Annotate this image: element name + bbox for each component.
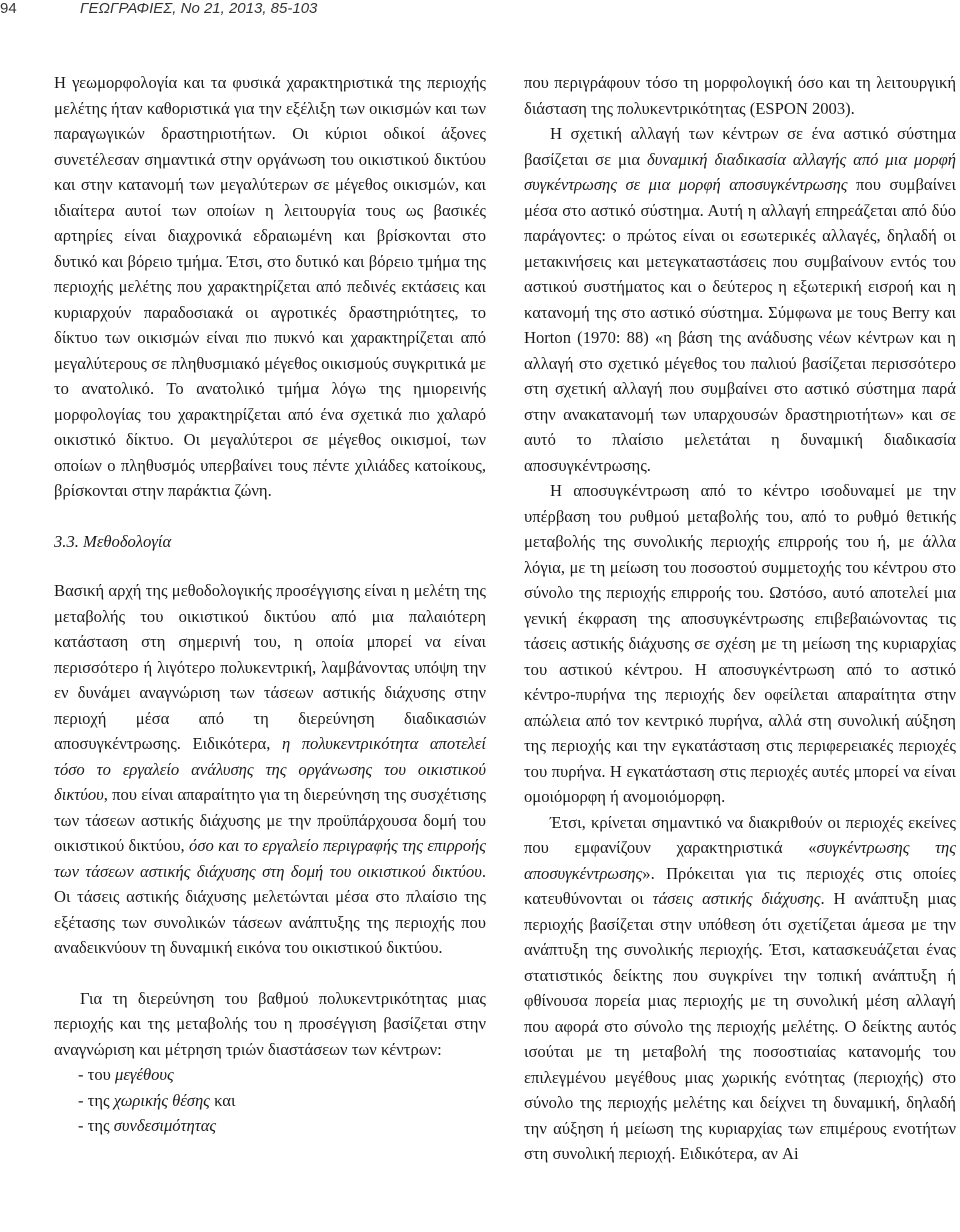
paragraph — [524, 810, 956, 1167]
list-item — [54, 1088, 486, 1114]
text-span: και — [209, 1090, 236, 1110]
section-heading: 3.3. Μεθοδολογία — [54, 531, 172, 551]
right-column — [524, 70, 956, 1167]
paragraph — [524, 121, 956, 478]
dimensions-list — [54, 1062, 486, 1139]
paragraph: που περιγράφουν τόσο τη μορφολογική όσο και τη λειτουργική διάσταση της πολυκεντρικότητας (ESPON 2003). — [524, 73, 956, 118]
emphasis-text: χωρικής θέσης — [113, 1090, 210, 1110]
emphasis-text: δυναμική διαδικασία αλλαγής από μια μορφή συγκέντρωσης σε μια μορφή αποσυγκέντρωσης — [524, 149, 957, 194]
emphasis-text: συγκέντρωσης της αποσυγκέντρωσης — [524, 838, 956, 883]
text-span: - του — [78, 1065, 116, 1084]
left-column — [54, 70, 486, 1139]
text-span: που συμβαίνει μέσα στο αστικό σύστημα. Αυτή η αλλαγή επηρεάζεται από δύο παράγοντες: ο πρώτος είναι οι εσωτερικές αλλαγές, δηλαδή οι μετακινήσεις και μετεγκαταστάσεις που συμβαίνουν εντός του αστικού συστήματος και ο δεύτερος η εξωτερική εισροή και η κατανομή της στο αστικό σύστημα. Σύμφωνα με τους Berry και Horton (1970: 88) «η βάση της ανάδυσης νέων κέντρων και η αλλαγή στο σχετικό μέγεθος του παλιού βασίζεται περισσότερο στη σχετική αλλαγή που συμβαίνει στο αστικό σύστημα παρά στην ανακατανομή των υπαρχουσών δραστηριοτήτων» και σε αυτό το πλαίσιο μελετάται η δυναμική διαδικασία αποσυγκέντρωσης. — [524, 175, 956, 475]
text-span: Βασική αρχή της μεθοδολογικής προσέγγισης είναι η μελέτη της μεταβολής του οικιστικού δικτύου από μια παλαιότερη κατάσταση στη σημερινή του, η οποία μπορεί να είναι περισσότερο ή λιγότερο πολυκεντρική, λαμβάνοντας υπόψη την εν δυνάμει αναγνώριση των τάσεων αστικής διάχυσης στην περιοχή μέσα από τη διερεύνηση διαδικασιών αποσυγκέντρωσης. Ειδικότερα, — [54, 581, 486, 753]
text-span: - της — [78, 1116, 114, 1135]
list-item — [54, 1113, 486, 1139]
text-span: - της — [78, 1090, 114, 1110]
text-span: . Η ανάπτυξη μιας περιοχής βασίζεται στην υπόθεση ότι σχετίζεται άμεσα με την ανάπτυξη της συνολικής περιοχής. Έτσι, κατασκευάζεται ένας στατιστικός δείκτης που συγκρίνει την τοπική ανάπτυξη ή φθίνουσα πορεία μιας περιοχής με τη συνολική μέση αλλαγή που αφορά στο σύνολο της περιοχής μελέτης. Ο δείκτης αυτός ισούται με τη μεταβολή της ποσοστιαίας κατανομής του επιλεγμένου μεγέθους μιας χωρικής ενότητας (περιοχής) στο σύνολο της περιοχής μελέτης και δείχνει τη δυναμική, δηλαδή την αύξηση ή μείωση της κυριαρχίας των επιμέρους ενοτήτων στη συνολική περιοχή. Ειδικότερα, αν Ai — [524, 889, 956, 1163]
paragraph — [54, 578, 486, 961]
emphasis-text: τάσεις αστικής διάχυσης — [652, 889, 821, 908]
emphasis-text: όσο και το εργαλείο περιγραφής της επιρροής των τάσεων αστικής διάχυσης στη δομή του οικιστικού δικτύου — [54, 836, 486, 881]
emphasis-text: η πολυκεντρικότητα αποτελεί τόσο το εργαλείο ανάλυσης της οργάνωσης του οικιστικού δικτύου — [54, 734, 486, 804]
text-span: , που είναι απαραίτητο για τη διερεύνηση της συσχέτισης των τάσεων αστικής διάχυσης με την προϋπάρχουσα δομή του οικιστικού δικτύου, — [54, 785, 486, 855]
list-item — [54, 1062, 486, 1088]
text-span: Η σχετική αλλαγή των κέντρων σε ένα αστικό σύστημα βασίζεται σε μια — [524, 124, 956, 169]
emphasis-text: συνδεσιμότητας — [113, 1116, 217, 1135]
journal-reference: ΓΕΩΓΡΑΦΙΕΣ, Νο 21, 2013, 85-103 — [80, 0, 318, 17]
running-head — [0, 0, 960, 30]
page-number: 94 — [0, 0, 17, 17]
emphasis-text: μεγέθους — [115, 1065, 174, 1084]
text-span: . Οι τάσεις αστικής διάχυσης μελετώνται μέσα στο πλαίσιο της εξέτασης των συνολικών τάσεων ανάπτυξης της περιοχής που αναδεικνύουν τη δυναμική εικόνα του οικιστικού δικτύου. — [54, 861, 486, 957]
paragraph: Η γεωμορφολογία και τα φυσικά χαρακτηριστικά της περιοχής μελέτης ήταν καθοριστικά για την εξέλιξη των οικισμών και των παραγωγικών δραστηριοτήτων. Οι κύριοι οδικοί άξονες συνετέλεσαν σημαντικά στην οργάνωση του οικιστικού δικτύου και στην κατανομή των μεγαλύτερων σε μέγεθος οικισμών, και ιδιαίτερα αυτοί των οποίων η λειτουργία τους ως βασικές αρτηρίες είναι διαχρονικά εδραιωμένη και βρίσκονται στο δυτικό και βόρειο τμήμα. Έτσι, στο δυτικό και βόρειο τμήμα της περιοχής μελέτης που χαρακτηρίζεται από πεδινές εκτάσεις και κυριαρχούν παραδοσιακά οι αγροτικές δραστηριότητες, το δίκτυο των οικισμών είναι πιο πυκνό και χαρακτηρίζεται από μεγαλύτερους σε πληθυσμιακό μέγεθος οικισμούς συγκριτικά με το ανατολικό. Το ανατολικό τμήμα λόγω της ημιορεινής μορφολογίας του χαρακτηρίζεται από ένα σχετικά πιο χαλαρό οικιστικό δίκτυο. Οι μεγαλύτεροι σε μέγεθος οικισμοί, των οποίων ο πληθυσμός υπερβαίνει τους πέντε χιλιάδες κατοίκους, βρίσκονται στην παράκτια ζώνη. — [54, 73, 486, 500]
text-span: Έτσι, κρίνεται σημαντικό να διακριθούν οι περιοχές εκείνες που εμφανίζουν χαρακτηριστικά « — [524, 812, 956, 857]
text-span: ». Πρόκειται για τις περιοχές στις οποίες κατευθύνονται οι — [524, 863, 956, 908]
paragraph: Η αποσυγκέντρωση από το κέντρο ισοδυναμεί με την υπέρβαση του ρυθμού μεταβολής του, από το ρυθμό θετικής μεταβολής της συνολικής περιοχής επιρροής του ή, με άλλα λόγια, με τη μείωση του ποσοστού συμμετοχής του κέντρου στο σύνολο της περιοχής επιρροής του. Ωστόσο, αυτό αποτελεί μια γενική έκφραση της αποσυγκέντρωσης επιβεβαιώνοντας τις τάσεις αστικής διάχυσης σε σχέση με τη μείωση της κυριαρχίας του αστικού κέντρου. Η αποσυγκέντρωση από το αστικό κέντρο-πυρήνα της περιοχής δεν οφείλεται απαραίτητα στην απώλεια από τον κεντρικό πυρήνα, αλλά στη συνολική αύξηση της περιοχής και την εγκατάσταση στις περιφερειακές περιοχές του πυρήνα. Η εγκατάσταση στις περιοχές αυτές μπορεί να είναι ομοιόμορφη ή ανομοιόμορφη. — [524, 481, 956, 806]
paragraph: Για τη διερεύνηση του βαθμού πολυκεντρικότητας μιας περιοχής και της μεταβολής του η προσέγγιση βασίζεται στην αναγνώριση και μέτρηση τριών διαστάσεων των κέντρων: — [54, 988, 486, 1059]
